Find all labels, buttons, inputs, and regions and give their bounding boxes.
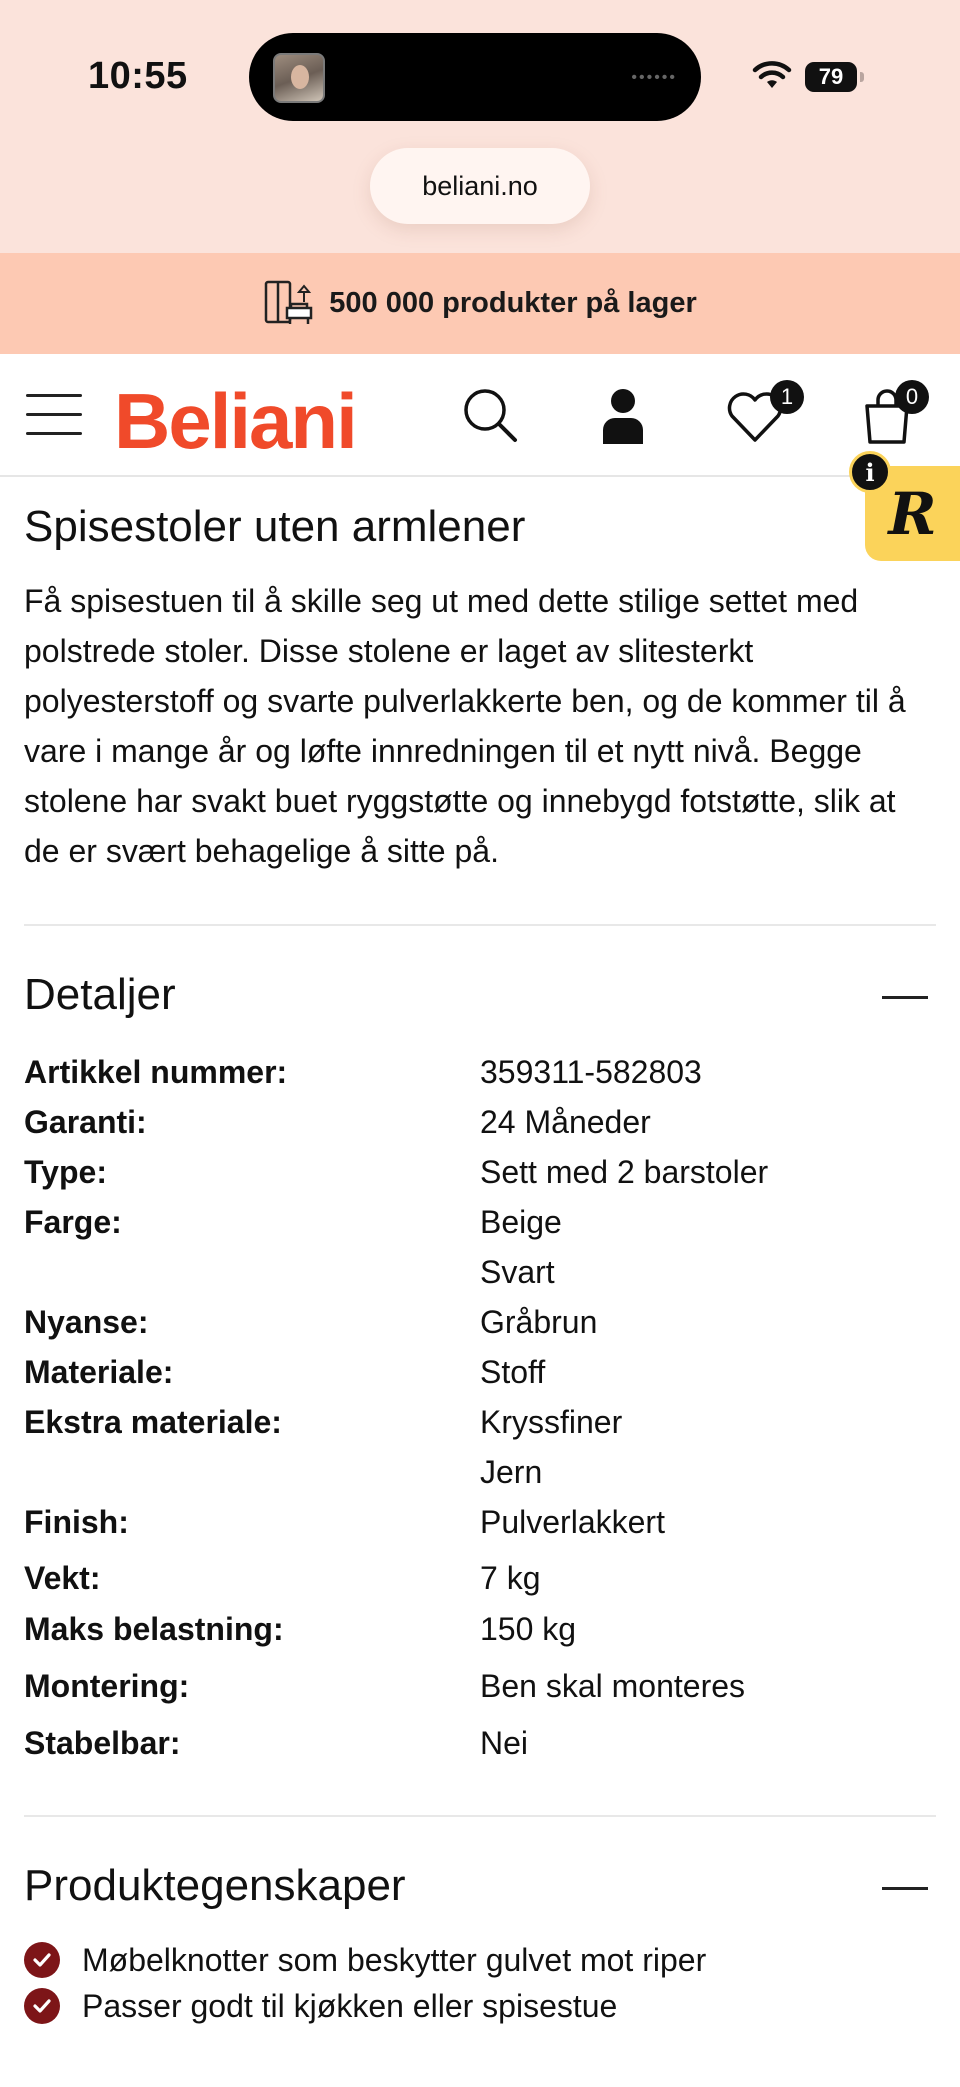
features-title: Produktegenskaper	[24, 1861, 406, 1910]
feature-item: Passer godt til kjøkken eller spisestue	[24, 1983, 936, 2029]
details-header[interactable]	[24, 970, 936, 1034]
furniture-stock-icon	[263, 278, 315, 330]
detail-row: Nyanse: Gråbrun	[24, 1304, 598, 1340]
collapse-icon[interactable]	[882, 996, 928, 999]
detail-row: Materiale: Stoff	[24, 1354, 546, 1390]
site-header	[0, 354, 960, 477]
promo-banner	[0, 253, 960, 354]
detail-row: Finish: Pulverlakkert	[24, 1504, 665, 1540]
battery-icon: 79	[805, 62, 857, 92]
status-time: 10:55	[88, 55, 188, 97]
detail-row: Vekt: 7 kg	[24, 1560, 541, 1596]
check-icon	[24, 1942, 60, 1978]
detail-row: Artikkel nummer: 359311-582803	[24, 1054, 702, 1090]
features-list	[24, 1937, 936, 2029]
product-content	[24, 478, 936, 2029]
detail-row: Svart	[480, 1254, 555, 1290]
detail-row: Jern	[480, 1454, 543, 1490]
details-table	[24, 1054, 936, 1775]
check-icon	[24, 1988, 60, 2024]
menu-icon[interactable]	[26, 394, 82, 436]
site-logo[interactable]: Beliani	[114, 377, 356, 465]
detail-row: Stabelbar: Nei	[24, 1725, 529, 1761]
detail-row: Type: Sett med 2 barstoler	[24, 1154, 769, 1190]
detail-row: Ekstra materiale: Kryssfiner	[24, 1404, 623, 1440]
product-title: Spisestoler uten armlener	[24, 502, 526, 551]
divider	[24, 1815, 936, 1817]
dynamic-island[interactable]	[249, 33, 701, 121]
browser-top-area	[0, 0, 960, 253]
product-description: Få spisestuen til å skille seg ut med dette stilige settet med polstrede stoler. Disse stolene er laget av slitesterkt polyesterstoff og svarte pulverlakkerte ben, og de kommer til å vare i mange år og løfte innredningen til et nytt nivå. Begge stolene har svakt buet ryggstøtte og innebygd fotstøtte, slik at de er svært behagelige å sitte på.	[24, 583, 906, 869]
details-title: Detaljer	[24, 970, 176, 1019]
island-dots-icon: ••••••	[631, 69, 677, 86]
url-bar[interactable]: beliani.no	[370, 148, 590, 224]
divider	[24, 924, 936, 926]
cart-count-badge: 0	[895, 380, 929, 414]
wishlist-count-badge: 1	[770, 380, 804, 414]
features-header[interactable]	[24, 1861, 936, 1925]
detail-row: Maks belastning: 150 kg	[24, 1611, 577, 1647]
account-icon[interactable]	[592, 384, 654, 446]
feature-item: Møbelknotter som beskytter gulvet mot riper	[24, 1937, 936, 1983]
detail-row: Montering: Ben skal monteres	[24, 1668, 746, 1704]
collapse-icon[interactable]	[882, 1887, 928, 1890]
promo-text: 500 000 produkter på lager	[329, 287, 697, 319]
info-icon[interactable]: i	[849, 451, 891, 493]
detail-row: Garanti: 24 Måneder	[24, 1104, 651, 1140]
reviews-widget-button[interactable]: R	[865, 466, 960, 561]
detail-row: Farge: Beige	[24, 1204, 562, 1240]
search-icon[interactable]	[459, 384, 521, 446]
media-thumbnail-icon	[273, 53, 325, 103]
wifi-icon	[752, 60, 792, 92]
